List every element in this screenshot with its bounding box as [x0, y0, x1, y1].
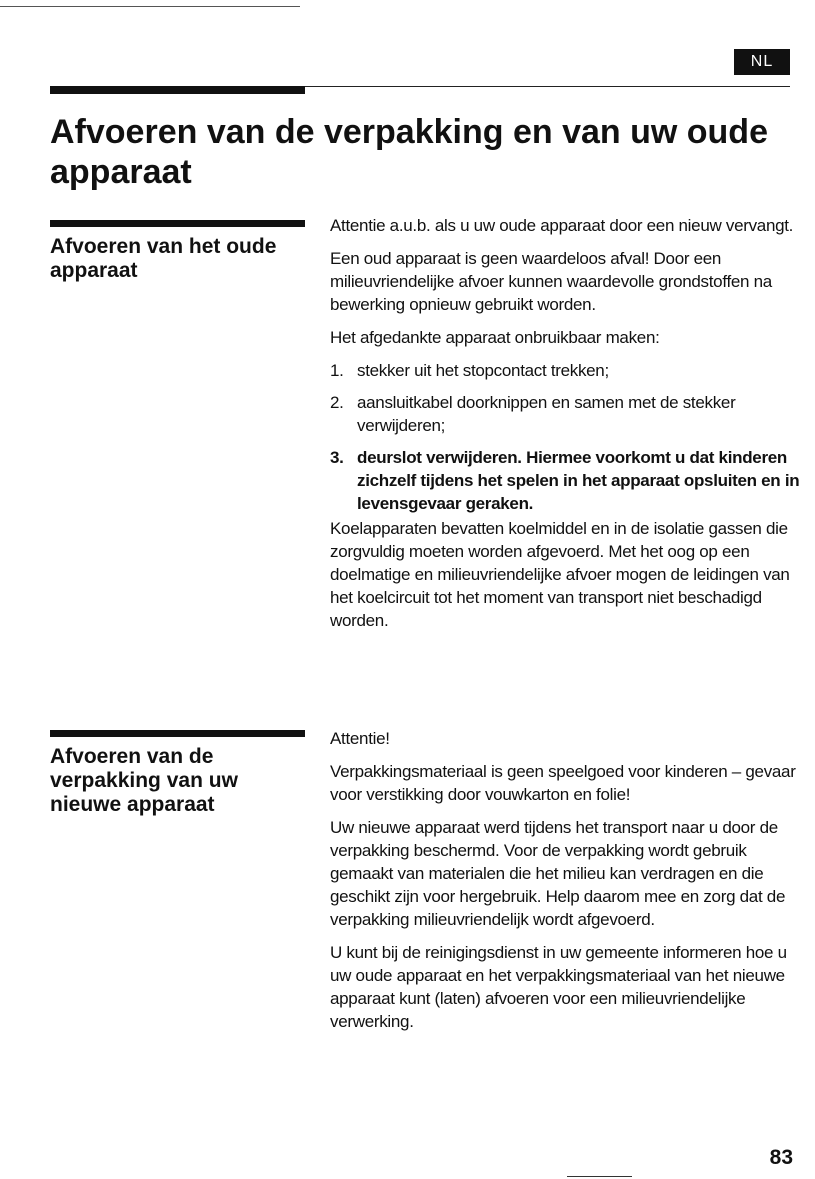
list-item-number: 2. [330, 393, 344, 412]
section-body-old-appliance [330, 214, 800, 642]
attention-label: Attentie! [330, 729, 390, 748]
section-heading-old-appliance: Afvoeren van het oude apparaat [50, 235, 277, 282]
list-item [330, 391, 800, 437]
paragraph-make-unusable: Het afgedankte apparaat onbruikbaar maken: [330, 328, 660, 347]
disposal-steps-list [330, 359, 800, 515]
list-item-text: deurslot verwijderen. Hiermee voorkomt u dat kinderen zichzelf tijdens het spelen in het apparaat opsluiten en in levensgevaar geraken. [357, 448, 800, 513]
paragraph-refrigerant: Koelapparaten bevatten koelmiddel en in de isolatie gassen die zorgvuldig moeten worden afgevoerd. Met het oog op een doelmatige en milieuvriendelijke afvoer mogen de leidingen van het koelcircuit tot het moment van transport niet beschadigd worden. [330, 519, 790, 630]
list-item-number: 3. [330, 448, 344, 467]
section-body-packaging [330, 727, 800, 1043]
list-item-warning [330, 446, 800, 515]
list-item-text: aansluitkabel doorknippen en samen met de stekker verwijderen; [357, 393, 736, 435]
header-mark-line [0, 6, 300, 7]
footer-rule [567, 1176, 632, 1177]
paragraph-municipal-service: U kunt bij de reinigingsdienst in uw gemeente informeren hoe u uw oude apparaat en het verpakkingsmateriaal van het nieuwe apparaat kunt (laten) afvoeren voor een milieuvriendelijke verwerking. [330, 943, 787, 1031]
list-item-text: stekker uit het stopcontact trekken; [357, 361, 609, 380]
language-badge: NL [734, 49, 790, 75]
section-heading-packaging: Afvoeren van de verpakking van uw nieuwe apparaat [50, 745, 238, 816]
page-title: Afvoeren van de verpakking en van uw oude apparaat [50, 113, 768, 191]
intro-text: Attentie a.u.b. als u uw oude apparaat door een nieuw vervangt. [330, 216, 794, 235]
section-divider-old-appliance [50, 220, 305, 227]
paragraph-valuable-materials: Een oud apparaat is geen waardeloos afval! Door een milieuvriendelijke afvoer kunnen waardevolle grondstoffen na bewerking opnieuw gebruikt worden. [330, 249, 772, 314]
paragraph-packaging-protection: Uw nieuwe apparaat werd tijdens het transport naar u door de verpakking beschermd. Voor de verpakking wordt gebruik gemaakt van materialen die het milieu kan verdragen en die geschikt zijn voor hergebruik. Help daarom mee en zorg dat de verpakking milieuvriendelijk wordt afgevoerd. [330, 818, 786, 929]
page-number: 83 [769, 1146, 793, 1169]
header-rule-accent [50, 86, 305, 94]
list-item-number: 1. [330, 361, 344, 380]
section-divider-packaging [50, 730, 305, 737]
list-item [330, 359, 800, 382]
warning-suffocation: Verpakkingsmateriaal is geen speelgoed voor kinderen – gevaar voor verstikking door vouwkarton en folie! [330, 762, 796, 804]
